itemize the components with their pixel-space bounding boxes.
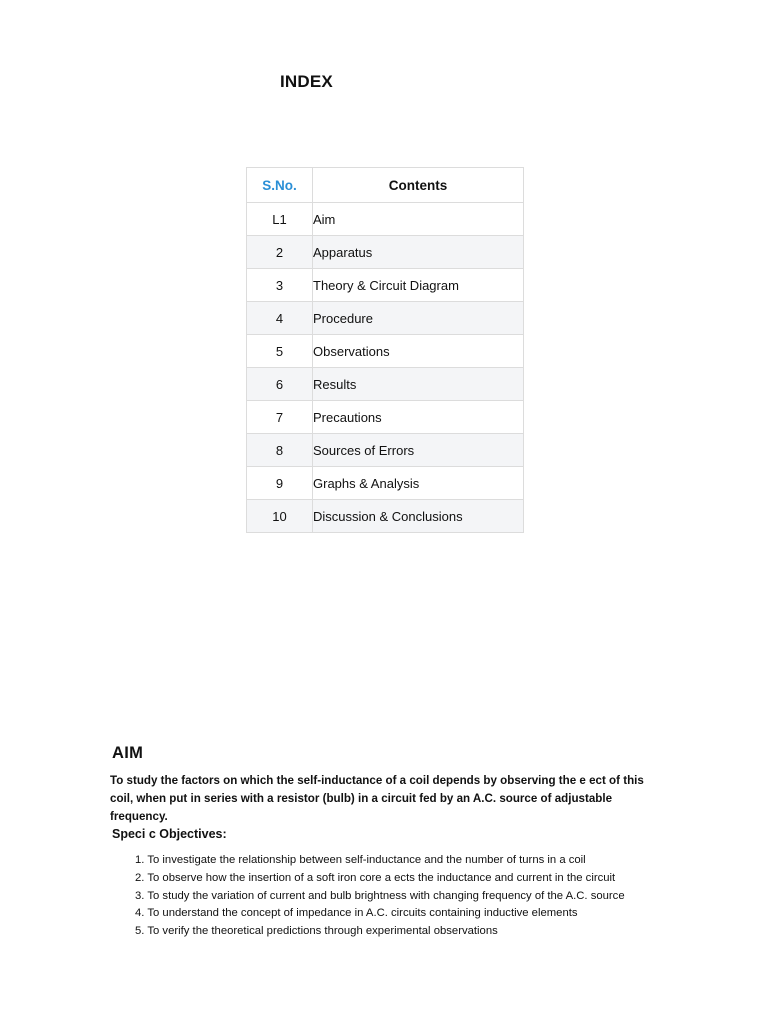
- row-sno: 3: [247, 269, 313, 302]
- row-content: Discussion & Conclusions: [313, 500, 524, 533]
- row-content: Aim: [313, 203, 524, 236]
- row-sno: 10: [247, 500, 313, 533]
- objective-item: 3. To study the variation of current and bulb brightness with changing frequency of the A.C. source: [135, 889, 625, 902]
- row-content: Apparatus: [313, 236, 524, 269]
- sno-header-label: S.No.: [262, 177, 297, 193]
- objective-item: 5. To verify the theoretical predictions through experimental observations: [135, 925, 498, 938]
- table-row: [247, 302, 524, 335]
- objective-item: 2. To observe how the insertion of a soft iron core a ects the inductance and current in the circuit: [135, 871, 616, 884]
- row-content: Observations: [313, 335, 524, 368]
- table-row: [247, 467, 524, 500]
- row-content: Theory & Circuit Diagram: [313, 269, 524, 302]
- objective-item: 1. To investigate the relationship between self-inductance and the number of turns in a coil: [135, 854, 586, 866]
- aim-text: To study the factors on which the self-inductance of a coil depends by observing the e ect of this coil, when put in series with a resistor (bulb) in a circuit fed by an A.C. source of adjustable frequency.: [110, 774, 644, 823]
- row-sno: 2: [247, 236, 313, 269]
- contents-column-header: Contents: [313, 168, 524, 203]
- index-table-body: [247, 203, 524, 533]
- table-row: [247, 434, 524, 467]
- objective-item: 4. To understand the concept of impedance in A.C. circuits containing inductive elements: [135, 907, 578, 920]
- row-content: Sources of Errors: [313, 434, 524, 467]
- row-content: Procedure: [313, 302, 524, 335]
- row-sno: 6: [247, 368, 313, 401]
- table-row: [247, 500, 524, 533]
- row-content: Precautions: [313, 401, 524, 434]
- table-row: [247, 203, 524, 236]
- row-sno: 9: [247, 467, 313, 500]
- aim-heading: AIM: [112, 744, 144, 762]
- objectives-list: [135, 852, 695, 941]
- row-content: Graphs & Analysis: [313, 467, 524, 500]
- row-sno: 7: [247, 401, 313, 434]
- row-sno: 4: [247, 302, 313, 335]
- table-row: [247, 368, 524, 401]
- table-row: [247, 335, 524, 368]
- table-row: [247, 401, 524, 434]
- table-row: [247, 269, 524, 302]
- sno-column-header: [247, 168, 313, 203]
- index-title: INDEX: [280, 72, 333, 91]
- row-sno: 8: [247, 434, 313, 467]
- table-header-row: [247, 168, 524, 203]
- objectives-heading: Speci c Objectives:: [112, 827, 227, 841]
- row-content: Results: [313, 368, 524, 401]
- index-table: [246, 167, 524, 533]
- row-sno: L1: [247, 203, 313, 236]
- table-row: [247, 236, 524, 269]
- row-sno: 5: [247, 335, 313, 368]
